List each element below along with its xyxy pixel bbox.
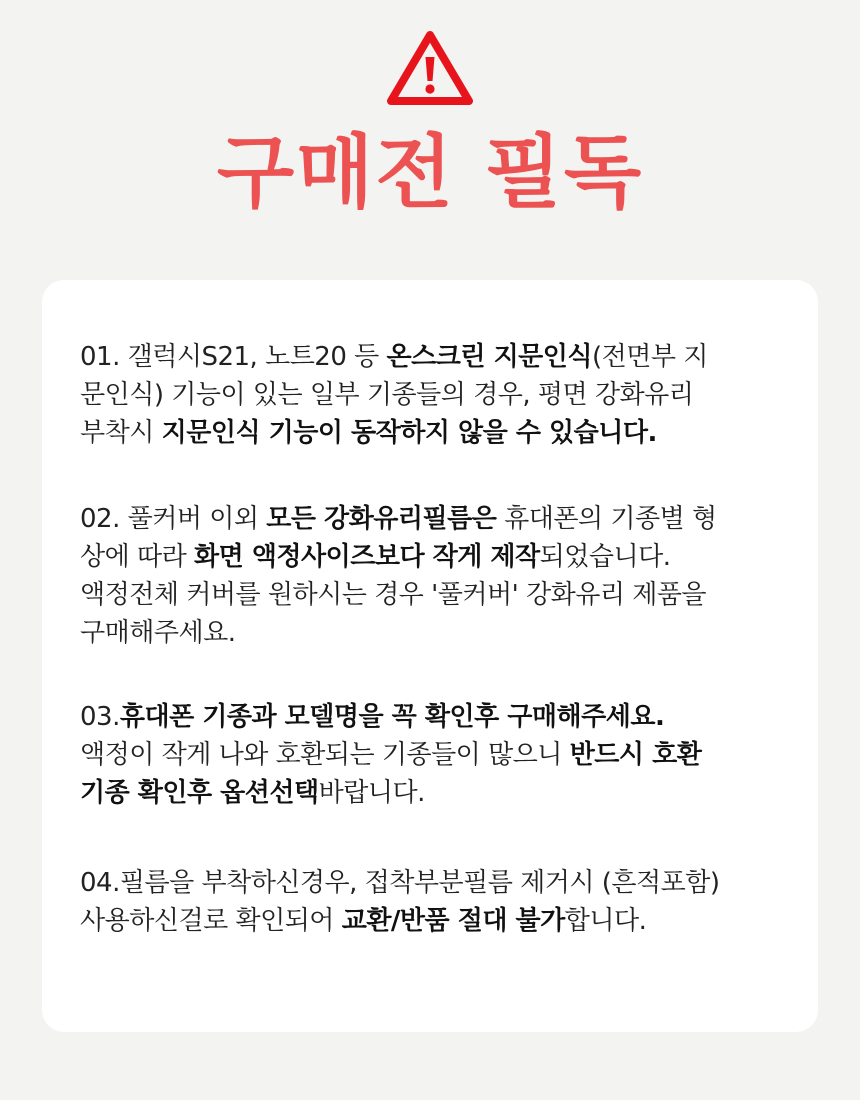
notice-item-4 [80, 864, 790, 940]
notice-emphasis-text: 교환/반품 절대 불가 [341, 906, 565, 936]
notice-text: 부착시 [80, 418, 162, 448]
notice-emphasis-text: 기종 확인후 옵션선택 [80, 778, 319, 808]
notice-line [80, 376, 790, 414]
notice-emphasis-text: 지문인식 기능이 동작하지 않을 수 있습니다. [161, 418, 657, 448]
notice-item-2 [80, 500, 790, 652]
notice-text: 상에 따라 [80, 542, 194, 572]
notice-item-3 [80, 698, 790, 812]
notice-text: 액정이 작게 나와 호환되는 기종들이 많으니 [80, 740, 570, 770]
notice-line [80, 736, 790, 774]
notice-line [80, 698, 790, 736]
notice-line [80, 864, 790, 902]
notice-emphasis-text: 모든 강화유리필름은 [266, 504, 497, 534]
notice-item-1 [80, 338, 790, 452]
notice-card [42, 280, 818, 1032]
notice-line [80, 614, 790, 652]
notice-text: 합니다. [564, 906, 647, 936]
notice-text: 02. 풀커버 이외 [80, 504, 267, 534]
notice-emphasis-text: 화면 액정사이즈보다 작게 제작 [194, 542, 540, 572]
notice-text: 04.필름을 부착하신경우, 접착부분필름 제거시 (흔적포함) [80, 868, 720, 898]
warning-icon [386, 30, 474, 106]
notice-line [80, 414, 790, 452]
notice-text: 사용하신걸로 확인되어 [80, 906, 342, 936]
notice-text: 문인식) 기능이 있는 일부 기종들의 경우, 평면 강화유리 [80, 380, 694, 410]
notice-text: 바랍니다. [318, 778, 425, 808]
notice-line [80, 538, 790, 576]
notice-emphasis-text: 반드시 호환 [569, 740, 702, 770]
notice-text: 되었습니다. [539, 542, 671, 572]
notice-line [80, 774, 790, 812]
notice-text: 01. 갤럭시S21, 노트20 등 [80, 342, 387, 372]
notice-text: 03. [80, 702, 120, 732]
notice-emphasis-text: 휴대폰 기종과 모델명을 꼭 확인후 구매해주세요. [119, 702, 665, 732]
notice-text: 구매해주세요. [80, 618, 236, 648]
notice-text: 휴대폰의 기종별 형 [496, 504, 717, 534]
notice-line [80, 500, 790, 538]
notice-emphasis-text: 온스크린 지문인식 [386, 342, 593, 372]
notice-text: 액정전체 커버를 원하시는 경우 '풀커버' 강화유리 제품을 [80, 580, 707, 610]
notice-line [80, 902, 790, 940]
notice-text: (전면부 지 [592, 342, 708, 372]
notice-line [80, 576, 790, 614]
page-title: 구매전 필독 [216, 126, 644, 219]
notice-line [80, 338, 790, 376]
